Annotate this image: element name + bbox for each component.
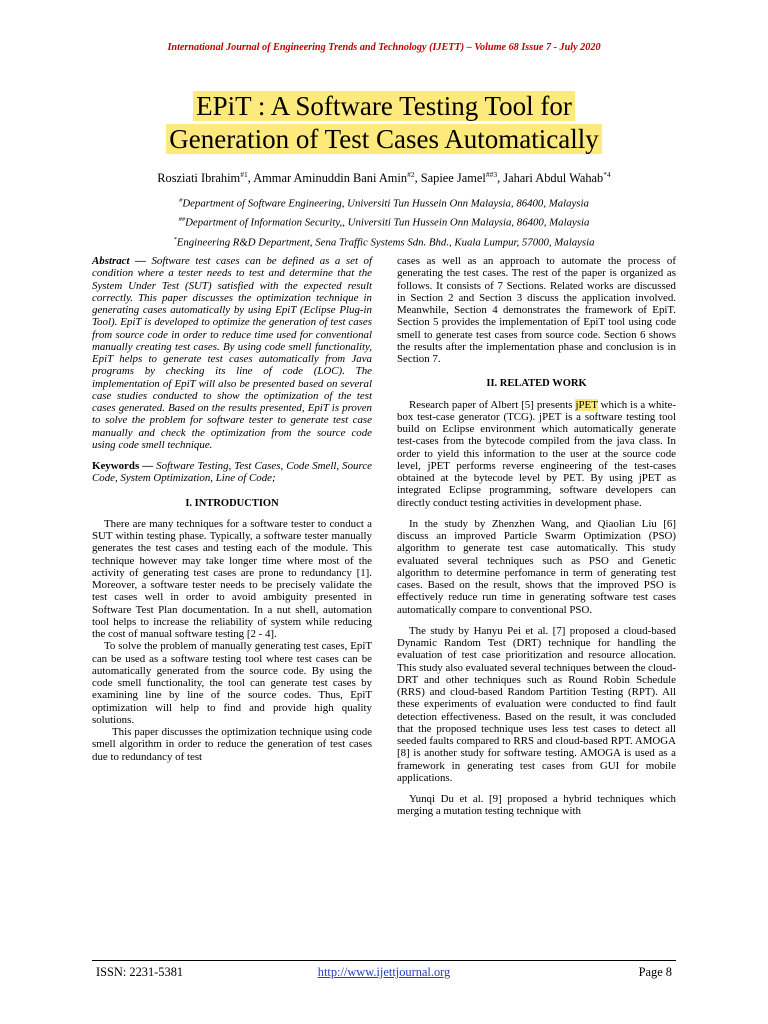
affiliation-1	[0, 193, 768, 212]
affiliation-mark: *	[173, 235, 177, 243]
keywords-text: Software Testing, Test Cases, Code Smell, Source Code, System Optimization, Line of Code;	[92, 460, 372, 485]
affiliation-text: Department of Software Engineering, Universiti Tun Hussein Onn Malaysia, 86400, Malaysia	[182, 197, 589, 210]
related-work-heading: II. RELATED WORK	[486, 378, 587, 390]
abstract-text: Software test cases can be defined as a set of condition where a tester needs to test and determine that the System Under Test (SUT) satisfied with the expected result correctly. This paper discusses the optimization technique in generating cases automatically by using EpiT (Eclipse Plug-in Tool). EpiT is developed to optimize the generation of test cases from source code in order to reduce time used for conventional manually creating test cases. By using code smell functionality, EpiT helps to generate test cases automatically from Java programs by checking its line of code (LOC). The implementation of EpiT will also be presented based on several case studies conducted to show the optimization of the test cases generated. Based on the results presented, EpiT is proven to solve the problem for software tester to generate test case manually and check the optimization from the source code using code smell technique.	[92, 255, 372, 451]
left-column	[92, 255, 372, 763]
affiliation-2	[0, 212, 768, 231]
affiliation-text: Engineering R&D Department, Sena Traffic Systems Sdn. Bhd., Kuala Lumpur, 57000, Malaysia	[176, 236, 595, 249]
paper-title	[0, 90, 768, 156]
intro-continued-paragraph: cases as well as an approach to automate the process of generating the test cases. The rest of the paper is organized as follows. It consists of 7 Sections. Related works are discussed in Section 2 and Section 3 discuss the application involved. Meanwhile, Section 4 demonstrates the framework of EpiT. Section 5 provides the implementation of EpiT tool using code smell to generate test cases from source code. Section 6 shows the results after the implementation phase and conclusion is in Section 7.	[397, 255, 676, 365]
title-line-1: EPiT : A Software Testing Tool for	[193, 91, 575, 121]
page-number: Page 8	[638, 965, 672, 979]
affiliations	[0, 193, 768, 251]
journal-url-link[interactable]: http://www.ijettjournal.org	[317, 965, 451, 979]
keywords	[92, 460, 372, 485]
keywords-label: Keywords —	[92, 460, 154, 472]
author-separator: ,	[247, 171, 254, 186]
author-name: Sapiee Jamel	[420, 171, 486, 186]
author-mark: #2	[407, 170, 415, 179]
related-paragraph-1	[397, 399, 676, 509]
author-mark: #1	[240, 170, 248, 179]
abstract-label: Abstract —	[92, 255, 146, 267]
right-column	[397, 255, 676, 818]
related-p1-start: Research paper of Albert [5] presents	[409, 398, 576, 411]
affiliation-mark: ##	[178, 216, 186, 224]
related-paragraph-2: In the study by Zhenzhen Wang, and Qiaolian Liu [6] discuss an improved Particle Swarm Optimization (PSO) algorithm to generate test case automatically. This study evaluated several techniques such as PSO and Genetic algorithm to determine perfomance in term of generating test cases. Based on the result, shows that the improved PSO is effectively reduce run time in generating software test cases automatically compare to conventional PSO.	[397, 517, 676, 616]
introduction-heading: I. INTRODUCTION	[185, 497, 279, 509]
journal-header: International Journal of Engineering Trends and Technology (IJETT) – Volume 68 Issue 7 - July 2020	[167, 42, 601, 53]
author-mark: ##3	[485, 170, 498, 179]
jpet-highlight: jPET	[575, 398, 598, 411]
intro-paragraph-2: To solve the problem of manually generating test cases, EpiT can be used as a software testing tool where test cases can be automatically generated from the source code. By using the code smell functionality, the tool can generate test cases by examining line by line of the source codes. Thus, EpiT optimization will help to find and provide high quality solutions.	[92, 640, 372, 726]
title-line-2: Generation of Test Cases Automatically	[166, 124, 602, 154]
author-mark: *4	[603, 170, 611, 179]
author-list	[0, 170, 768, 186]
footer-issn: ISSN: 2231-5381	[96, 965, 184, 979]
affiliation-text: Department of Information Security,, Universiti Tun Hussein Onn Malaysia, 86400, Malaysia	[185, 216, 590, 229]
affiliation-3	[0, 232, 768, 251]
intro-paragraph-3: This paper discusses the optimization technique using code smell algorithm in order to reduce the generation of test cases due to redundancy of test	[92, 726, 372, 763]
author-name: Ammar Aminuddin Bani Amin	[253, 171, 408, 186]
related-p1-rest: which is a white-box test-case generator (TCG). jPET is a software testing tool build on Eclipse environment which automatically generate test-cases from the bytecode compiled from the java class. In order to yield this information to the user at the source code level, jPET performs reverse engineering of the test-cases obtained at the bytecode level by PET. By using jPET as integrated Eclipse programming, software developers can directly conduct testing activities in development phase.	[397, 398, 676, 509]
related-paragraph-3: The study by Hanyu Pei et al. [7] proposed a cloud-based Dynamic Random Test (DRT) technique for handling the evaluation of test case prioritization and resource allocation. This study also evaluated several techniques between the cloud-DRT and other techniques such as Round Robin Schedule (RRS) and cloud-based Random Partition Testing (RPT). All these experiments of evaluation were conducted to find fault detection effectiveness. Based on the result, it was concluded that the proposed technique uses less test cases to detect all seeded faults compared to RRS and cloud-based RPT. AMOGA [8] is another study for software testing. AMOGA is used as a framework in generating test cases from GUI for mobile applications.	[397, 624, 676, 784]
abstract	[92, 255, 372, 451]
author-name: Rosziati Ibrahim	[157, 171, 241, 186]
footer-divider	[92, 960, 676, 961]
author-name: Jahari Abdul Wahab	[503, 171, 604, 186]
related-paragraph-4: Yunqi Du et al. [9] proposed a hybrid techniques which merging a mutation testing technique with	[397, 793, 676, 818]
author-separator: ,	[414, 171, 421, 186]
intro-paragraph-1: There are many techniques for a software tester to conduct a SUT within testing phase. Typically, a software tester manually generates the test cases and testing each of the module. This technique however may take longer time where most of the activity of generating test cases are prone to redundancy [1]. Moreover, a software tester needs to be precisely validate the test cases well in order to avoid ambiguity presented in Software Test Plan documentation. In a nut shell, automation tool helps to increase the reliability of system while reducing the cost of manual software testing [2 - 4].	[92, 517, 372, 640]
affiliation-mark: #	[179, 197, 183, 204]
author-separator: ,	[497, 171, 504, 186]
